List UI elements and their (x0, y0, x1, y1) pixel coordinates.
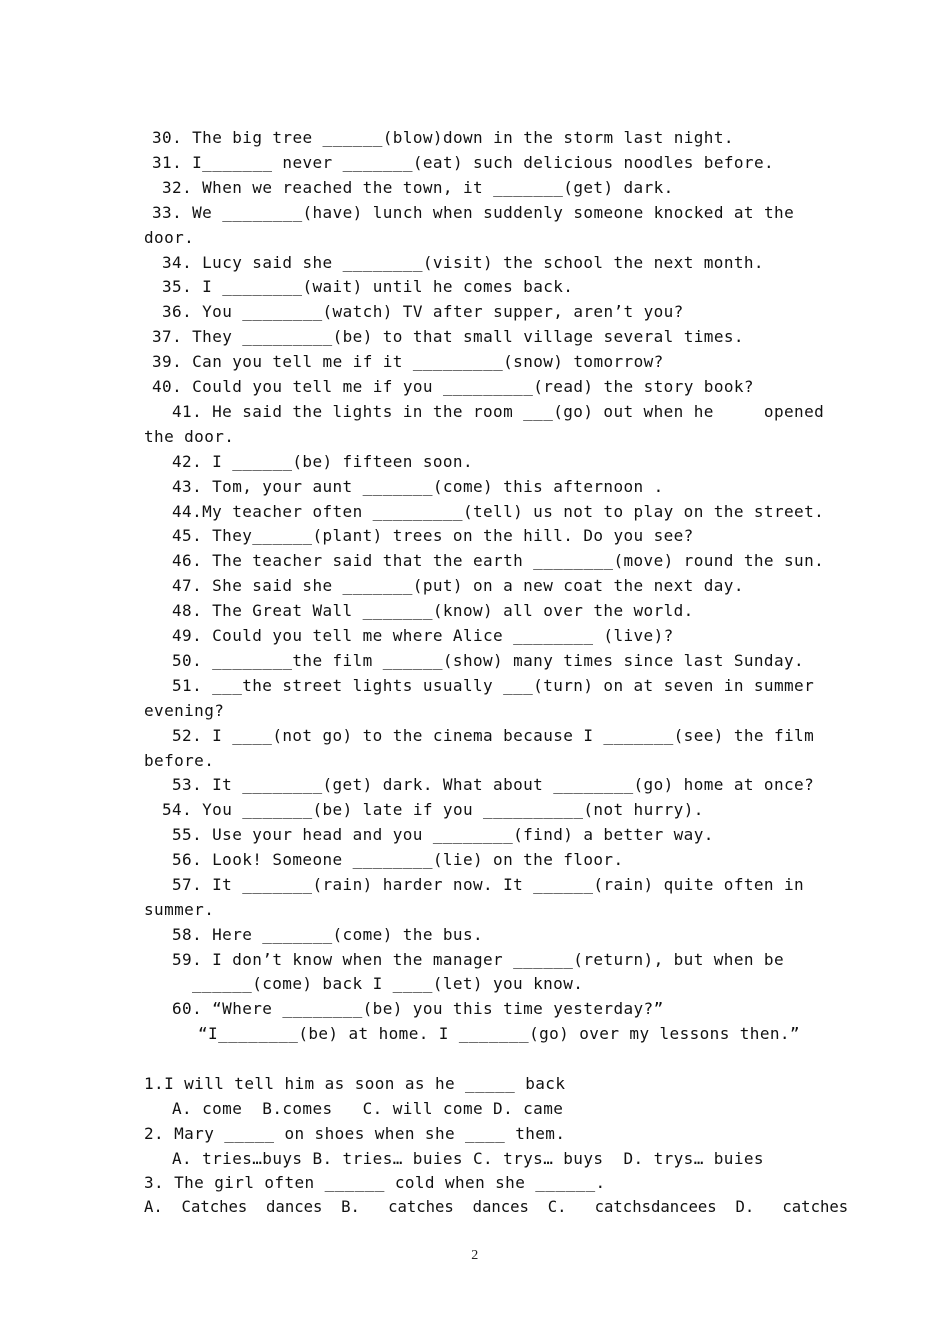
exercise-line: 54. You _______(be) late if you __________(not hurry). (162, 800, 704, 819)
exercise-line: 53. It ________(get) dark. What about ________(go) home at once? (172, 775, 815, 794)
exercise-line: door. (144, 228, 195, 247)
mc-question: 1.I will tell him as soon as he _____ back (144, 1074, 566, 1093)
exercise-line: 46. The teacher said that the earth ________(move) round the sun. (172, 551, 825, 570)
exercise-line: 50. ________the film ______(show) many times since last Sunday. (172, 651, 805, 670)
exercise-line: summer. (144, 900, 215, 919)
exercise-line: 58. Here _______(come) the bus. (172, 925, 484, 944)
mc-options: A. come B.comes C. will come D. came (172, 1099, 564, 1118)
exercise-line: 55. Use your head and you ________(find) a better way. (172, 825, 714, 844)
mc-options: A. Catches dances B. catches dances C. catchsdancees D. catches (144, 1198, 849, 1216)
exercise-line: 44.My teacher often _________(tell) us not to play on the street. (172, 502, 825, 521)
page-number: 2 (471, 1248, 479, 1263)
exercise-line: 57. It _______(rain) harder now. It ______(rain) quite often in (172, 875, 805, 894)
exercise-line: 51. ___the street lights usually ___(turn) on at seven in summer (172, 676, 815, 695)
exercise-line: 49. Could you tell me where Alice ________ (live)? (172, 626, 674, 645)
exercise-line: 30. The big tree ______(blow)down in the storm last night. (152, 128, 734, 147)
exercise-line: 36. You ________(watch) TV after supper, aren’t you? (162, 302, 684, 321)
exercise-line: 45. They______(plant) trees on the hill. Do you see? (172, 526, 694, 545)
exercise-line: evening? (144, 701, 225, 720)
exercise-line: 33. We ________(have) lunch when suddenly someone knocked at the (152, 203, 795, 222)
exercise-line: 56. Look! Someone ________(lie) on the floor. (172, 850, 624, 869)
exercise-line: 42. I ______(be) fifteen soon. (172, 452, 473, 471)
exercise-line: the door. (144, 427, 235, 446)
exercise-line: 59. I don’t know when the manager ______(return), but when be (172, 950, 785, 969)
exercise-line: 52. I ____(not go) to the cinema because I _______(see) the film (172, 726, 815, 745)
exercise-line: before. (144, 751, 215, 770)
exercise-line: 41. He said the lights in the room ___(go) out when he opened (172, 402, 825, 421)
mc-options: A. tries…buys B. tries… buies C. trys… buys D. trys… buies (172, 1149, 764, 1168)
exercise-line: 39. Can you tell me if it _________(snow) tomorrow? (152, 352, 664, 371)
mc-question: 3. The girl often ______ cold when she ______. (144, 1173, 606, 1192)
exercise-line: 43. Tom, your aunt _______(come) this afternoon . (172, 477, 664, 496)
exercise-line: ______(come) back I ____(let) you know. (192, 974, 584, 993)
exercise-line: 35. I ________(wait) until he comes back. (162, 277, 574, 296)
exercise-line: 60. “Where ________(be) you this time yesterday?” (172, 999, 664, 1018)
exercise-line: 40. Could you tell me if you _________(read) the story book? (152, 377, 754, 396)
exercise-line: 37. They _________(be) to that small village several times. (152, 327, 744, 346)
exercise-line: 32. When we reached the town, it _______(get) dark. (162, 178, 674, 197)
exercise-line: 31. I_______ never _______(eat) such delicious noodles before. (152, 153, 775, 172)
exercise-line: “I________(be) at home. I _______(go) over my lessons then.” (198, 1024, 800, 1043)
exercise-line: 47. She said she _______(put) on a new coat the next day. (172, 576, 744, 595)
mc-question: 2. Mary _____ on shoes when she ____ them. (144, 1124, 566, 1143)
exercise-line: 34. Lucy said she ________(visit) the school the next month. (162, 253, 764, 272)
exercise-line: 48. The Great Wall _______(know) all over the world. (172, 601, 694, 620)
